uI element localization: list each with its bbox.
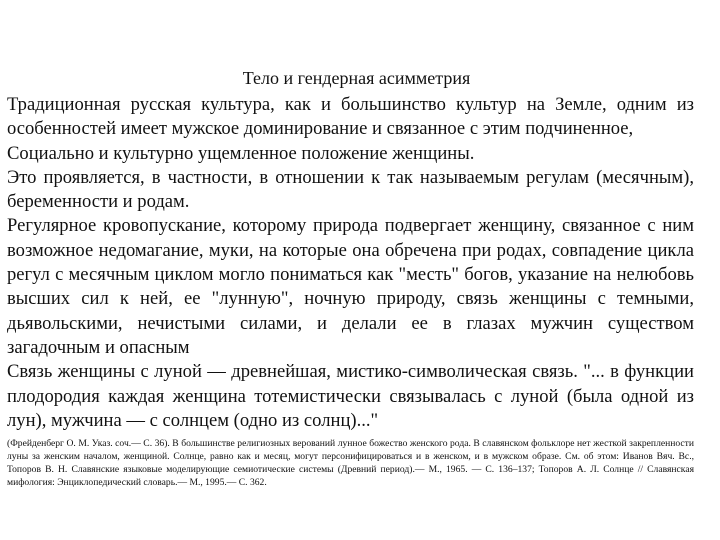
paragraph-moon-connection: Связь женщины с луной — древнейшая, мистико-символическая связь. "... в функции плодородия каждая женщина тотемистически связывалась с луной (была одной из лун), мужчина — с солнцем (одно из солнц)..." bbox=[7, 361, 694, 431]
paragraph-intro: Традиционная русская культура, как и большинство культур на Земле, одним из особенностей имеет мужское доминирование и связанное с этим подчиненное, bbox=[7, 94, 694, 140]
document-title: Тело и гендерная асимметрия bbox=[242, 68, 471, 88]
paragraph-bloodletting: Регулярное кровопускание, которому природа подвергает женщину, связанное с ним возможное недомагание, муки, на которые она обречена при родах, совпадение цикла регул с месячным циклом могло пониматься как "месть" богов, указание на нелюбовь высших сил к ней, ее "лунную", ночную природу, связь женщины с темными, дьявольскими, нечистыми силами, и делали ее в глазах мужчин существом загадочным и опасным bbox=[7, 215, 694, 358]
paragraph-position: Социально и культурно ущемленное положение женщины. bbox=[7, 142, 475, 164]
footnote: (Фрейденберг О. М. Указ. соч.— С. 36). В большинстве религиозных верований лунное божество женского рода. В славянском фольклоре нет жесткой закрепленности луны за женским началом, женщиной. Солнце, равно как и месяц, могут персонифицироваться и в женском, и в мужском образе. См. об этом: Иванов Вяч. Вс., Топоров В. Н. Славянские языковые моделирующие семиотические системы (Древний период).— М., 1965. — С. 136–137; Топоров А. Л. Солнце // Славянская мифология: Энциклопедический словарь.— М., 1995.— С. 362. bbox=[7, 438, 694, 489]
paragraph-manifestation: Это проявляется, в частности, в отношении к так называемым регулам (месячным), беременности и родам. bbox=[7, 166, 694, 213]
